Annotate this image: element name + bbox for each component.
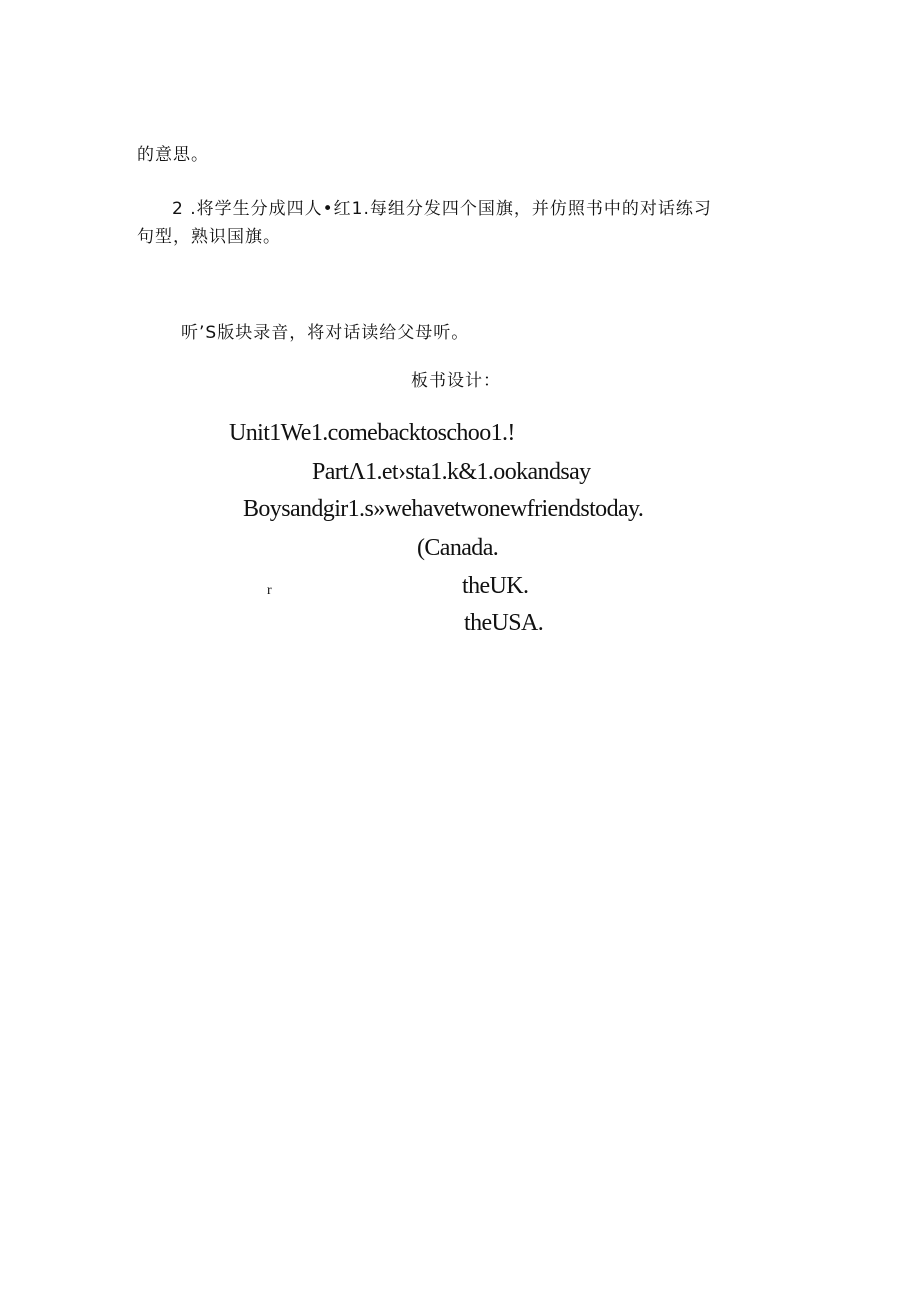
board-unit-title: Unit1We1.comebacktoschoo1.! [229,420,515,446]
board-country-uk: theUK. [462,573,529,599]
board-stray-mark: r [267,583,272,598]
paragraph-meaning-tail: 的意思。 [137,145,209,165]
board-part-title: PartΛ1.et›sta1.k&1.ookandsay [312,459,591,485]
board-country-canada: (Canada. [417,535,499,561]
paragraph-homework: 听’S版块录音，将对话读给父母听。 [181,323,470,343]
board-sentence: Boysandgir1.s»wehavetwonewfriendstoday. [243,496,644,522]
board-country-usa: theUSA. [464,610,544,636]
board-design-heading: 板书设计： [411,371,501,391]
paragraph-step2-line1: 2 .将学生分成四人•红1.每组分发四个国旗，并仿照书中的对话练习 [172,199,712,219]
paragraph-step2-line2: 句型，熟识国旗。 [137,227,281,247]
